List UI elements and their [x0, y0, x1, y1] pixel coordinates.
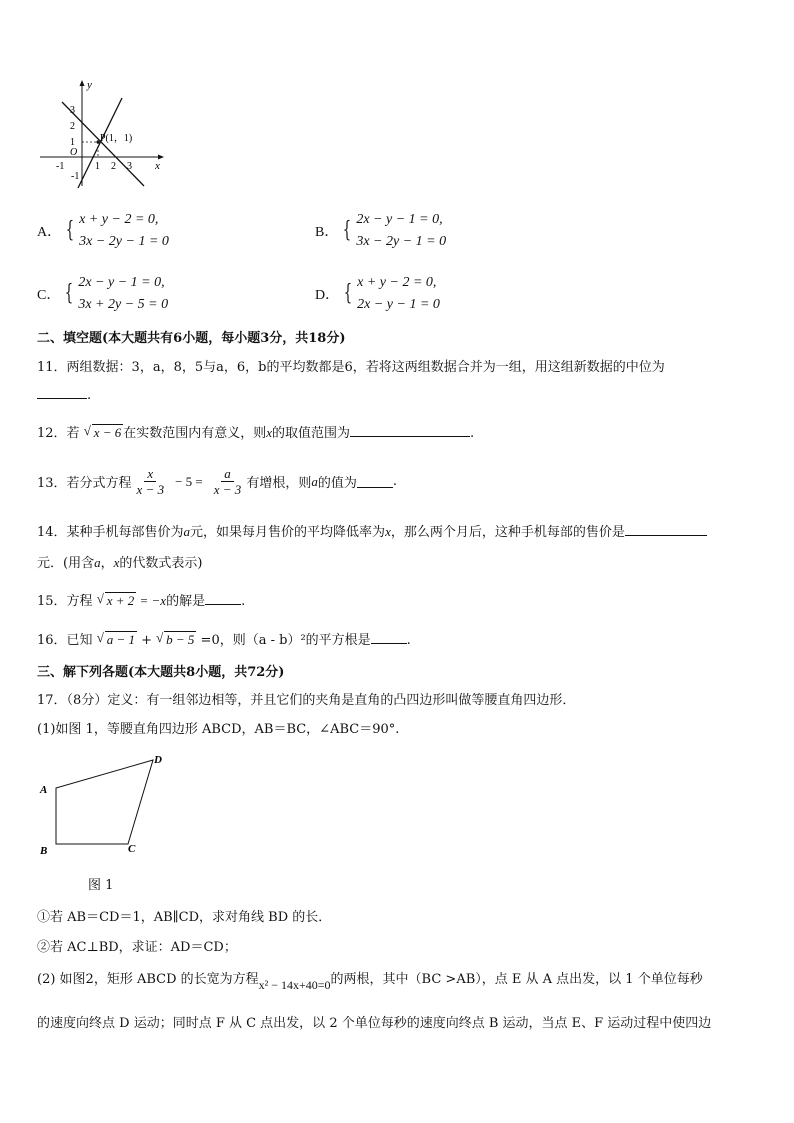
- q16-eq: =0，则（a - b）²的平方根是: [196, 633, 371, 648]
- y-tick-neg1: -1: [71, 171, 80, 182]
- q12-prefix: 12．若: [37, 426, 80, 441]
- sqrt-icon: √: [83, 423, 91, 438]
- x-tick-neg1: -1: [56, 161, 65, 172]
- q17-line4: ②若 AC⊥BD，求证：AD＝CD；: [37, 940, 237, 955]
- section2-title: 二、填空题(本大题共有6小题，每小题3分，共18分): [37, 331, 346, 346]
- sqrt-icon: √: [156, 630, 164, 645]
- q17-line3: ①若 AB＝CD＝1，AB∥CD，求对角线 BD 的长．: [37, 910, 332, 925]
- q15-eq: = −x: [136, 593, 167, 608]
- option-d-label: D．: [315, 288, 340, 303]
- q14-line1-b: 元，如果每月售价的平均降低率为: [190, 525, 386, 540]
- option-a-label: A．: [37, 225, 62, 240]
- q14-line1-c: ，那么两个月后，这种手机每部的售价是: [390, 525, 625, 540]
- vertex-b-label: B: [40, 845, 48, 857]
- q16-prefix: 16．已知: [37, 633, 93, 648]
- y-axis-label: y: [87, 79, 92, 91]
- q17-line5-equation: x² − 14x+40=0: [258, 978, 331, 992]
- option-c-label: C．: [37, 288, 61, 303]
- coordinate-graph: [38, 78, 170, 190]
- option-b-eq2: 3x − 2y − 1 = 0: [356, 234, 447, 249]
- q14-line2-b: ，: [100, 556, 114, 571]
- q16-rad1: a − 1: [106, 632, 135, 647]
- q13-num1: x: [144, 466, 156, 482]
- q15: [37, 590, 245, 609]
- sqrt-icon: √: [96, 630, 104, 645]
- q16-blank[interactable]: [371, 631, 407, 644]
- option-a-eq2: 3x − 2y − 1 = 0: [79, 234, 169, 249]
- figure-1-quadrilateral: [36, 748, 176, 860]
- q11-text: 11．两组数据：3，a，8，5与a，6，b的平均数都是6，若将这两组数据合并为一组，用这组新数据的中位为: [37, 360, 665, 375]
- q17-line2: (1)如图 1，等腰直角四边形 ABCD，AB＝BC，∠ABC＝90°.: [37, 722, 400, 737]
- q11-blank[interactable]: [37, 386, 87, 399]
- option-c-eq1: 2x − y − 1 = 0,: [78, 275, 165, 290]
- q12-suffix: 的取值范围为: [272, 426, 351, 441]
- q12-var: x: [266, 425, 273, 440]
- brace-icon: {: [65, 281, 74, 306]
- q13-den2: x − 3: [213, 482, 242, 497]
- q12-radicand: x − 6: [93, 425, 122, 440]
- option-d-eq2: 2x − y − 1 = 0: [357, 297, 440, 312]
- x-axis-label: x: [155, 160, 160, 172]
- q14-line1: [37, 521, 707, 540]
- origin-label: O: [70, 147, 78, 158]
- q13-prefix: 13．若分式方程: [37, 476, 132, 491]
- q13-num2: a: [221, 466, 234, 482]
- q11-answer-line: [37, 386, 91, 403]
- x-tick-1: 1: [95, 161, 100, 172]
- vertex-c-label: C: [128, 843, 136, 855]
- quadrilateral-abcd: [56, 760, 153, 844]
- q14-var-a: a: [183, 524, 191, 539]
- option-c-eq2: 3x + 2y − 5 = 0: [78, 297, 169, 312]
- q13-mid: 有增根，则: [246, 476, 312, 491]
- option-b-label: B．: [315, 225, 339, 240]
- q13: [37, 466, 397, 497]
- q12: [37, 422, 474, 441]
- q12-sqrt: [84, 425, 124, 441]
- option-d[interactable]: [315, 272, 440, 316]
- q14-line2-var-x: x: [113, 555, 120, 570]
- q13-blank[interactable]: [357, 475, 393, 488]
- q16-tail: .: [406, 633, 411, 648]
- option-b[interactable]: [315, 209, 446, 253]
- q14-line1-a: 14．某种手机每部售价为: [37, 525, 184, 540]
- q16-sqrt-2: [156, 632, 196, 648]
- sqrt-icon: √: [96, 591, 104, 606]
- q15-tail: .: [241, 594, 246, 609]
- q17-line6: 的速度向终点 D 运动；同时点 F 从 C 点出发，以 2 个单位每秒的速度向终点 B 运动，当点 E、F 运动过程中使四边: [37, 1016, 712, 1031]
- option-d-eq1: x + y − 2 = 0,: [357, 275, 437, 290]
- x-tick-3: 3: [127, 161, 132, 172]
- figure-1-caption: 图 1: [88, 878, 114, 893]
- q13-suffix: 的值为: [317, 476, 357, 491]
- point-p-label: P(1，1): [100, 133, 133, 144]
- y-tick-2: 2: [70, 121, 75, 132]
- brace-icon: {: [343, 218, 352, 243]
- vertex-d-label: D: [154, 754, 162, 766]
- q13-fraction-1: [134, 466, 168, 497]
- q14-line2: [37, 552, 202, 571]
- q16-plus: +: [136, 633, 157, 648]
- q14-var-x: x: [385, 524, 391, 539]
- q17-line1: 17．（8分）定义：有一组邻边相等，并且它们的夹角是直角的凸四边形叫做等腰直角四边形．: [37, 693, 576, 708]
- y-tick-1: 1: [70, 137, 75, 148]
- q13-var: a: [311, 473, 318, 489]
- section3-title: 三、解下列各题(本大题共8小题，共72分): [37, 665, 285, 680]
- q16-rad2: b − 5: [166, 632, 195, 647]
- q14-blank[interactable]: [625, 523, 707, 536]
- q15-prefix: 15．方程: [37, 594, 93, 609]
- vertex-a-label: A: [40, 784, 48, 796]
- q16: [37, 629, 411, 648]
- brace-icon: {: [65, 218, 75, 243]
- option-a[interactable]: [37, 209, 169, 253]
- q13-tail: .: [392, 474, 397, 489]
- q15-sqrt: [97, 593, 137, 609]
- q15-radicand: x + 2: [106, 593, 135, 608]
- q17-line5: [37, 968, 703, 992]
- q12-tail: .: [470, 426, 475, 441]
- y-axis-arrow: [80, 80, 85, 86]
- q13-minus: − 5 =: [175, 473, 203, 489]
- q16-sqrt-1: [97, 632, 137, 648]
- q14-line2-c: 的代数式表示): [119, 556, 203, 571]
- q13-fraction-2: [211, 466, 245, 497]
- x-axis-arrow: [158, 155, 164, 160]
- q13-den1: x − 3: [136, 482, 165, 497]
- q17-line5-a: (2) 如图2，矩形 ABCD 的长宽为方程: [37, 972, 259, 987]
- q14-line2-a: 元．(用含: [37, 556, 95, 571]
- option-a-eq1: x + y − 2 = 0,: [79, 212, 159, 227]
- option-c[interactable]: [37, 272, 168, 316]
- q12-mid: 在实数范围内有意义，则: [123, 426, 267, 441]
- brace-icon: {: [343, 281, 353, 306]
- q15-suffix: 的解是: [166, 594, 206, 609]
- y-tick-3: 3: [70, 105, 75, 116]
- q14-line2-var-a: a: [94, 555, 101, 570]
- option-b-eq1: 2x − y − 1 = 0,: [356, 212, 443, 227]
- q17-line5-b: 的两根，其中（BC >AB），点 E 从 A 点出发，以 1 个单位每秒: [330, 972, 703, 987]
- q11-tail: .: [87, 388, 92, 403]
- q12-blank[interactable]: [350, 424, 470, 437]
- q15-blank[interactable]: [205, 592, 241, 605]
- x-tick-2: 2: [111, 161, 116, 172]
